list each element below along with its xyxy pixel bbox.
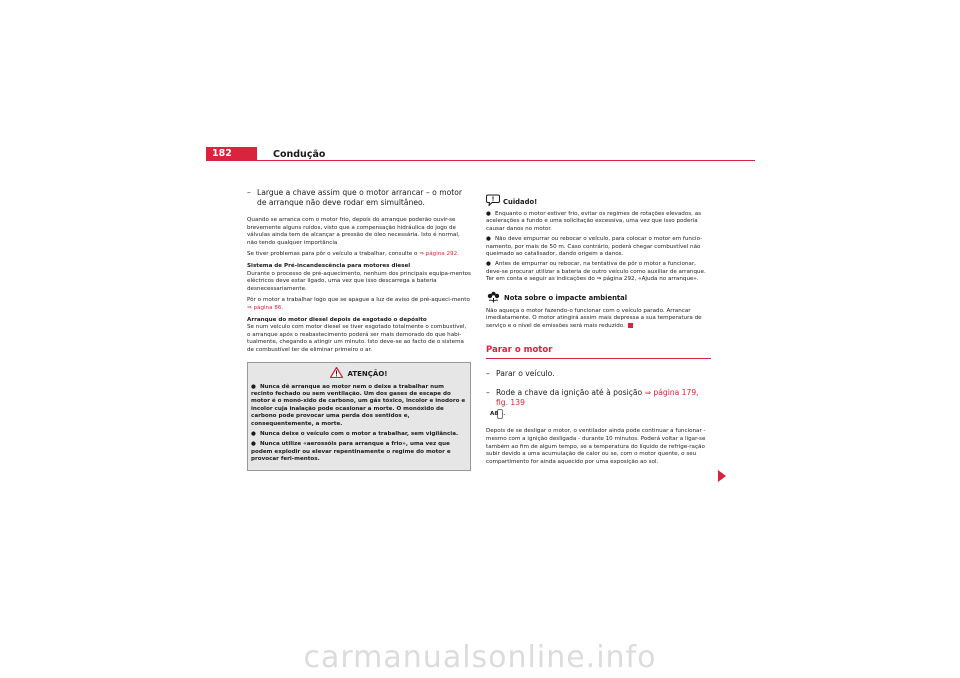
step-text: Parar o veículo. — [496, 369, 555, 379]
section-title: Condução — [273, 149, 326, 160]
bullet-dot-icon: ● — [486, 236, 491, 243]
caution-exclamation-icon — [486, 194, 500, 209]
step-dash: – — [486, 369, 490, 379]
stop-engine-heading: Parar o motor — [486, 345, 553, 356]
caution-title — [486, 194, 711, 209]
left-column — [247, 188, 471, 471]
section-end-mark-icon — [628, 323, 633, 328]
warning-bullet: ● Nunca dê arranque ao motor nem o deixe a trabalhar num recinto fechado ou sem ventilação. Um dos gases de escape do motor é o monó-xido de carbono, um gás tóxico, incolor e inodoro e incolor cuja inalação pode ocasionar a morte. O monóxido de carbono pode provocar uma perda dos sentidos e, consequentemente, a morte. — [251, 383, 466, 427]
caution-bullet: ● Antes de empurrar ou rebocar, na tentativa de pôr o motor a funcionar, deve-se procurar utilizar a bateria de outro veículo como auxiliar de arranque. Ter em conta e seguir as indicações do ⇒ página 292, «Ajuda no arranque». — [486, 261, 706, 283]
watermark: carmanualsonline.info — [303, 640, 657, 675]
page-number: 182 — [206, 147, 257, 161]
cold-start-paragraph: Quando se arranca com o motor frio, depois do arranque poderão ouvir-se brevemente alguns ruídos, visto que a compensação hidráulica do jogo de válvulas ainda tem de alcançar a pressão de óleo necessária. Isto é normal, não tendo qualquer importância — [247, 217, 460, 246]
empty-tank-paragraph: Se num veículo com motor diesel se tiver esgotado totalmente o combustível, o arranque após o reabastecimento poderá ser mais demorado do que habi-tualmente, chegando a atingir um minuto. Isto deve-se ao facto de o sistema de combustível ter de eliminar primeiro o ar. — [247, 324, 467, 353]
start-problem-paragraph — [247, 251, 471, 259]
environment-note-title-text: Nota sobre o impacte ambiental — [504, 294, 628, 303]
warning-light-paragraph — [247, 297, 471, 312]
step-dash: – — [486, 388, 490, 398]
warning-bullet: ● Nunca utilize «aerossóis para arranque a frio», uma vez que podem explodir ou elevar repentinamente o regime do motor e provocar feri-mentos. — [251, 441, 451, 463]
warning-triangle-icon — [330, 367, 343, 381]
right-column — [486, 194, 711, 470]
bullet-dot-icon: ● — [251, 430, 256, 437]
environment-flower-icon — [486, 291, 501, 306]
preheat-heading: Sistema de Pré-incandescência para motores diesel — [247, 262, 411, 269]
warning-light-link[interactable]: ⇒ página 86. — [247, 304, 284, 311]
step-stop-vehicle — [486, 369, 711, 379]
heading-rule — [486, 358, 711, 359]
warning-light-text: Pôr o motor a trabalhar logo que se apague a luz de aviso de pré-aqueci-mento — [247, 297, 470, 304]
caution-bullet: ● Não deve empurrar ou rebocar o veículo, para colocar o motor em funcio-namento, por mais de 50 m. Caso contrário, poderá chegar combustível não queimado ao catalisador, dando origem a danos. — [486, 236, 703, 258]
start-problem-link[interactable]: ⇒ página 292. — [419, 251, 459, 258]
fan-paragraph: Depois de se desligar o motor, o ventilador ainda pode continuar a funcionar - mesmo com a ignição desligada - durante 10 minutos. Poderá voltar a ligar-se também ao fim de algum tempo, se a temperatura do líquido de refrige-ração subir devido a uma acumulação de calor ou se, com o motor quente, o seu compartimento for ainda aquecido por uma exposição ao sol. — [486, 428, 706, 465]
warning-title-text: ATENÇÃO! — [347, 369, 388, 378]
warning-title — [251, 367, 466, 381]
warning-box — [247, 362, 471, 471]
bullet-dot-icon: ● — [486, 261, 491, 268]
next-page-arrow-icon[interactable] — [718, 470, 726, 482]
figure-link[interactable]: ⇒ página 179, fig. 139 — [496, 388, 699, 408]
environment-note-text: Não aqueça o motor fazendo-o funcionar com o veículo parado. Arrancar imediatamente. O motor atingirá assim mais depressa a sua temperatura de serviço e o nível de emissões será mais reduzido. — [486, 307, 702, 329]
step-turn-key: – Rode a chave da ignição até à posição ⇒ página 179, fig. 139 A8 . — [486, 388, 699, 418]
empty-tank-heading: Arranque do motor diesel depois de esgotado o depósito — [247, 316, 427, 323]
bullet-dot-icon: ● — [486, 211, 491, 217]
header-rule — [206, 160, 755, 161]
step-dash: – — [247, 188, 251, 197]
step-release-key — [247, 188, 471, 208]
bullet-dot-icon: ● — [251, 383, 256, 390]
environment-note-title — [486, 291, 711, 306]
start-problem-text: Se tiver problemas para pôr o veículo a trabalhar, consulte o — [247, 251, 418, 258]
caution-title-text: Cuidado! — [503, 197, 538, 206]
preheat-paragraph: Durante o processo de pré-aquecimento, nenhum dos principais equipa-mentos eléctricos deve estar ligado, uma vez que isso descarrega a bateria desnecessariamente. — [247, 270, 471, 292]
key-position-badge: A8 — [497, 409, 503, 419]
bullet-dot-icon: ● — [251, 441, 256, 448]
caution-bullet: ● Enquanto o motor estiver frio, evitar os regimes de rotações elevados, as acelerações a fundo e uma solicitação excessiva, uma vez que isso poderia causar danos no motor. — [486, 211, 702, 232]
step-text: Largue a chave assim que o motor arrancar – o motor de arranque não deve rodar em simultâneo. — [257, 188, 463, 207]
step-text: Rode a chave da ignição até à posição — [496, 388, 643, 398]
warning-bullet: ● Nunca deixe o veículo com o motor a trabalhar, sem vigilância. — [251, 430, 459, 437]
